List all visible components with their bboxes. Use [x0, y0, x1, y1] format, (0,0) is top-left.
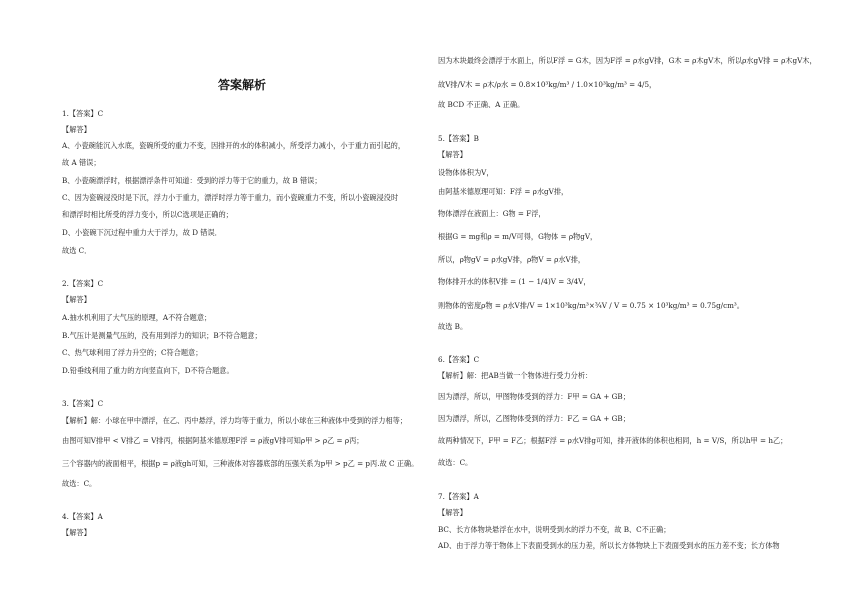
text-line: 故V排/V木 = ρ木/ρ水 = 0.8×10³kg/m³ / 1.0×10³kg/m³ = 4/5， [438, 80, 657, 89]
text-line: 4.【答案】A [62, 512, 103, 521]
text-line: B.气压计是测量气压的，没有用到浮力的知识；B不符合题意； [62, 331, 262, 340]
text-line: BC、长方体物块悬浮在水中，说明受到水的浮力不变，故 B、C不正确； [438, 525, 671, 534]
text-line: 2.【答案】C [62, 279, 104, 288]
text-line: 三个容器内的液面相平，根据p = ρ液gh可知，三种液体对容器底部的压强关系为p甲 > p乙 = p丙.故 C 正确。 [62, 459, 419, 468]
text-line: 【解答】 [62, 528, 91, 537]
text-line: C、热气球利用了浮力升空的；C符合题意； [62, 348, 203, 357]
text-line: 故 A 错误； [62, 158, 101, 167]
text-line: 1.【答案】C [62, 109, 104, 118]
text-line: 【解答】 [62, 295, 91, 304]
text-line: 因为木块最终会漂浮于水面上，所以F浮 = G木，因为F浮 = ρ水gV排，G木 = ρ木gV木，所以ρ水gV排 = ρ木gV木， [438, 56, 817, 65]
text-line: C、因为瓷碗浸没时是下沉，浮力小于重力，漂浮时浮力等于重力，而小瓷碗重力不变，所以小瓷碗浸没时 [62, 193, 399, 202]
text-line: 由阿基米德原理可知：F浮 = ρ水gV排， [438, 187, 569, 196]
text-line: D.铅垂线利用了重力的方向竖直向下，D不符合题意。 [62, 366, 234, 375]
text-line: 【解析】解：小球在甲中漂浮，在乙、丙中悬浮，浮力均等于重力，所以小球在三种液体中受到的浮力相等； [62, 416, 408, 425]
text-line: 根据G = mg和ρ = m/V可得，G物体 = ρ物gV， [438, 232, 598, 241]
text-line: 由图可知V排甲 < V排乙 = V排丙，根据阿基米德原理F浮 = ρ液gV排可知ρ甲 > ρ乙 = ρ丙； [62, 436, 364, 445]
text-line: 物体排开水的体积V排 = (1 − 1/4)V = 3/4V， [438, 277, 591, 286]
text-line: 【解答】 [438, 508, 467, 517]
text-line: A、小瓷碗能沉入水底，瓷碗所受的重力不变，因排开的水的体积减小，所受浮力减小，小于重力而引起的， [62, 141, 406, 150]
text-line: 故选：C。 [438, 458, 473, 467]
text-line: 3.【答案】C [62, 399, 104, 408]
text-line: 因为漂浮，所以，甲图物体受到的浮力：F甲 = GA + GB； [438, 392, 630, 401]
text-line: AD、由于浮力等于物体上下表面受到水的压力差，所以长方体物块上下表面受到水的压力差不变；长方体物 [438, 541, 780, 550]
text-line: 故两种情况下，F甲 = F乙；根据F浮 = ρ水V排g可知，排开液体的体积也相同，h = V/S，所以h甲 = h乙； [438, 436, 788, 445]
text-line: 故 BCD 不正确、A 正确。 [438, 100, 525, 109]
text-line: 故选：C。 [62, 479, 97, 488]
text-line: B、小瓷碗漂浮时，根据漂浮条件可知道：受到的浮力等于它的重力，故 B 错误； [62, 176, 322, 185]
text-line: 5.【答案】B [438, 134, 479, 143]
text-line: 故选 B。 [438, 322, 468, 331]
text-line: 6.【答案】C [438, 355, 480, 364]
text-line: 7.【答案】A [438, 492, 479, 501]
text-line: 故选 C． [62, 246, 92, 255]
text-line: 【解析】解：把AB当做一个物体进行受力分析： [438, 371, 593, 380]
text-line: 【解答】 [438, 150, 467, 159]
text-line: 物体漂浮在液面上：G物 = F浮， [438, 209, 546, 218]
page-title: 答案解析 [217, 78, 266, 92]
text-line: 和漂浮时相比所受的浮力变小，所以C选项是正确的； [62, 210, 233, 219]
text-line: 因为漂浮，所以，乙图物体受到的浮力：F乙 = GA + GB； [438, 414, 630, 423]
text-line: 所以，ρ物gV = ρ水gV排，ρ物V = ρ水V排， [438, 255, 586, 264]
text-line: 设物体体积为V， [438, 168, 494, 177]
text-line: D、小瓷碗下沉过程中重力大于浮力，故 D 错误． [62, 228, 222, 237]
text-line: 【解答】 [62, 125, 91, 134]
text-line: 则物体的密度ρ物 = ρ水V排/V = 1×10³kg/m³×¾V / V = 0.75 × 10³kg/m³ = 0.75g/cm³。 [438, 301, 744, 310]
text-line: A.抽水机利用了大气压的原理，A不符合题意； [62, 313, 212, 322]
